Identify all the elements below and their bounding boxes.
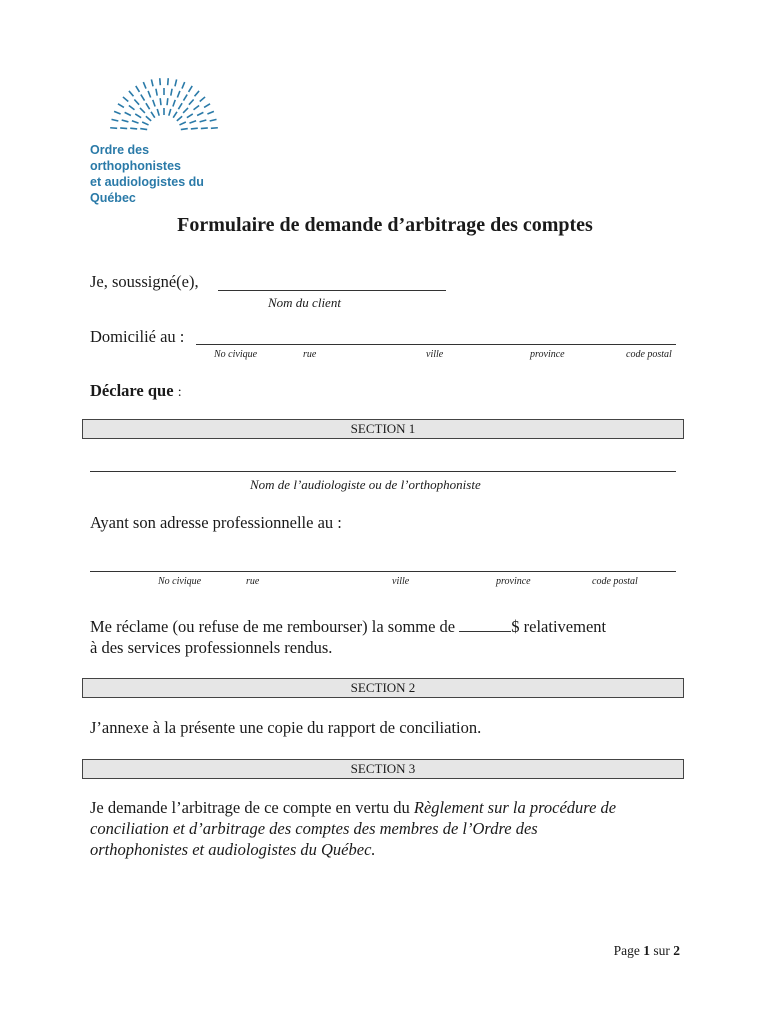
logo-stroke: [151, 112, 155, 118]
client-name-field[interactable]: [218, 290, 446, 291]
claim-text-before: Me réclame (ou refuse de me rembourser) la somme de: [90, 617, 456, 636]
logo-stroke: [146, 103, 150, 109]
logo-stroke: [197, 112, 203, 115]
page-word: Page: [613, 943, 640, 958]
logo-stroke: [110, 128, 117, 129]
logo-stroke: [182, 82, 185, 88]
domicile-field-street: rue: [303, 349, 317, 360]
logo-stroke: [207, 111, 213, 114]
domicile-label: Domicilié au :: [90, 327, 185, 346]
logo-stroke: [187, 114, 193, 118]
logo-stroke: [157, 109, 159, 116]
address-field-street: rue: [246, 576, 260, 587]
domicile-field-civic: No civique: [214, 349, 258, 360]
logo-stroke: [168, 78, 169, 85]
logo-stroke: [146, 116, 151, 121]
domicile-field-city: ville: [426, 349, 444, 360]
claim-text-after: $ relativement: [511, 617, 607, 636]
logo-stroke: [189, 121, 196, 123]
page-indicator: [614, 943, 680, 959]
logo-stroke: [178, 103, 182, 109]
logo-stroke: [204, 104, 210, 108]
address-field-city: ville: [392, 576, 410, 587]
logo-stroke: [142, 122, 148, 125]
logo-stroke: [156, 89, 157, 96]
client-name-caption: Nom du client: [268, 295, 341, 310]
declare-colon: :: [177, 385, 182, 400]
logo-stroke: [122, 120, 129, 122]
logo-stroke: [153, 100, 155, 107]
professional-name-caption: Nom de l’audiologiste ou de l’orthophoniste: [250, 477, 481, 492]
declare-label: [90, 381, 182, 401]
logo-stroke: [136, 86, 140, 92]
logo-stroke: [211, 128, 218, 129]
professional-address-field[interactable]: [90, 571, 676, 572]
logo-stroke: [140, 108, 145, 113]
logo-stroke: [151, 79, 153, 86]
logo-stroke: [200, 97, 205, 102]
logo-stroke: [200, 120, 207, 122]
logo-stroke: [191, 128, 198, 129]
logo-stroke: [210, 119, 217, 121]
domicile-field-province: province: [530, 349, 565, 360]
logo-stroke: [111, 119, 118, 121]
org-name-line2: et audiologistes du Québec: [90, 175, 204, 205]
logo-stroke: [173, 100, 175, 107]
page-of: sur: [653, 943, 670, 958]
logo-stroke: [125, 112, 131, 115]
claim-line-2: à des services professionnels rendus.: [90, 638, 333, 657]
form-title: Formulaire de demande d’arbitrage des comptes: [177, 214, 593, 236]
ooaq-logo: [108, 70, 220, 136]
amount-field[interactable]: [459, 617, 511, 632]
logo-stroke: [148, 91, 151, 98]
logo-stroke: [130, 128, 137, 129]
org-name-line1: Ordre des orthophonistes: [90, 143, 181, 173]
logo-stroke: [134, 99, 139, 104]
logo-stroke: [132, 121, 139, 123]
logo-stroke: [177, 91, 180, 98]
address-field-civic: No civique: [158, 576, 202, 587]
claim-paragraph: [90, 616, 690, 658]
claim-line-1: [90, 616, 690, 637]
logo-stroke: [189, 86, 193, 92]
request-line-1: [90, 797, 700, 818]
logo-stroke: [201, 128, 208, 129]
page-current: 1: [643, 943, 650, 958]
request-line-3: [90, 839, 700, 860]
logo-stroke: [141, 95, 145, 101]
section-3-header: SECTION 3: [82, 759, 684, 779]
logo-stroke: [129, 105, 135, 109]
logo-stroke: [135, 114, 141, 118]
address-field-province: province: [496, 576, 531, 587]
logo-stroke: [175, 79, 177, 86]
logo-stroke: [179, 122, 185, 125]
logo-stroke: [143, 82, 146, 88]
logo-stroke: [177, 116, 182, 121]
section-1-header: SECTION 1: [82, 419, 684, 439]
logo-stroke: [171, 89, 172, 96]
professional-name-field[interactable]: [90, 471, 676, 472]
request-italic-1: Règlement sur la procédure de: [413, 798, 617, 817]
logo-stroke: [169, 109, 171, 116]
logo-stroke: [194, 105, 200, 109]
address-field-postal: code postal: [592, 576, 638, 587]
client-label: Je, soussigné(e),: [90, 272, 199, 291]
logo-stroke: [160, 98, 161, 105]
logo-stroke: [160, 78, 161, 85]
request-paragraph: [90, 797, 700, 860]
logo-stroke: [129, 91, 134, 96]
logo-stroke: [167, 98, 168, 105]
domicile-address-field[interactable]: [196, 344, 676, 345]
logo-stroke: [181, 129, 188, 130]
page-total: 2: [673, 943, 680, 958]
request-italic-2: conciliation et d’arbitrage des comptes des membres de l’Ordre des: [90, 819, 538, 838]
logo-stroke: [195, 91, 200, 96]
logo-stroke: [183, 108, 188, 113]
domicile-field-postal: code postal: [626, 349, 672, 360]
section-2-header: SECTION 2: [82, 678, 684, 698]
declare-text: Déclare que: [90, 381, 174, 400]
logo-stroke: [118, 104, 124, 108]
request-italic-3: orthophonistes et audiologistes du Québec.: [90, 840, 376, 859]
request-line-2: [90, 818, 700, 839]
logo-stroke: [140, 129, 147, 130]
org-name: [90, 142, 240, 206]
logo-stroke: [114, 111, 120, 114]
address-intro: Ayant son adresse professionnelle au :: [90, 513, 342, 532]
annex-statement: J’annexe à la présente une copie du rapport de conciliation.: [90, 718, 482, 737]
logo-stroke: [183, 95, 187, 101]
request-lead: Je demande l’arbitrage de ce compte en vertu du: [90, 798, 414, 817]
logo-stroke: [189, 99, 194, 104]
logo-stroke: [173, 112, 177, 118]
logo-stroke: [123, 97, 128, 102]
logo-stroke: [120, 128, 127, 129]
